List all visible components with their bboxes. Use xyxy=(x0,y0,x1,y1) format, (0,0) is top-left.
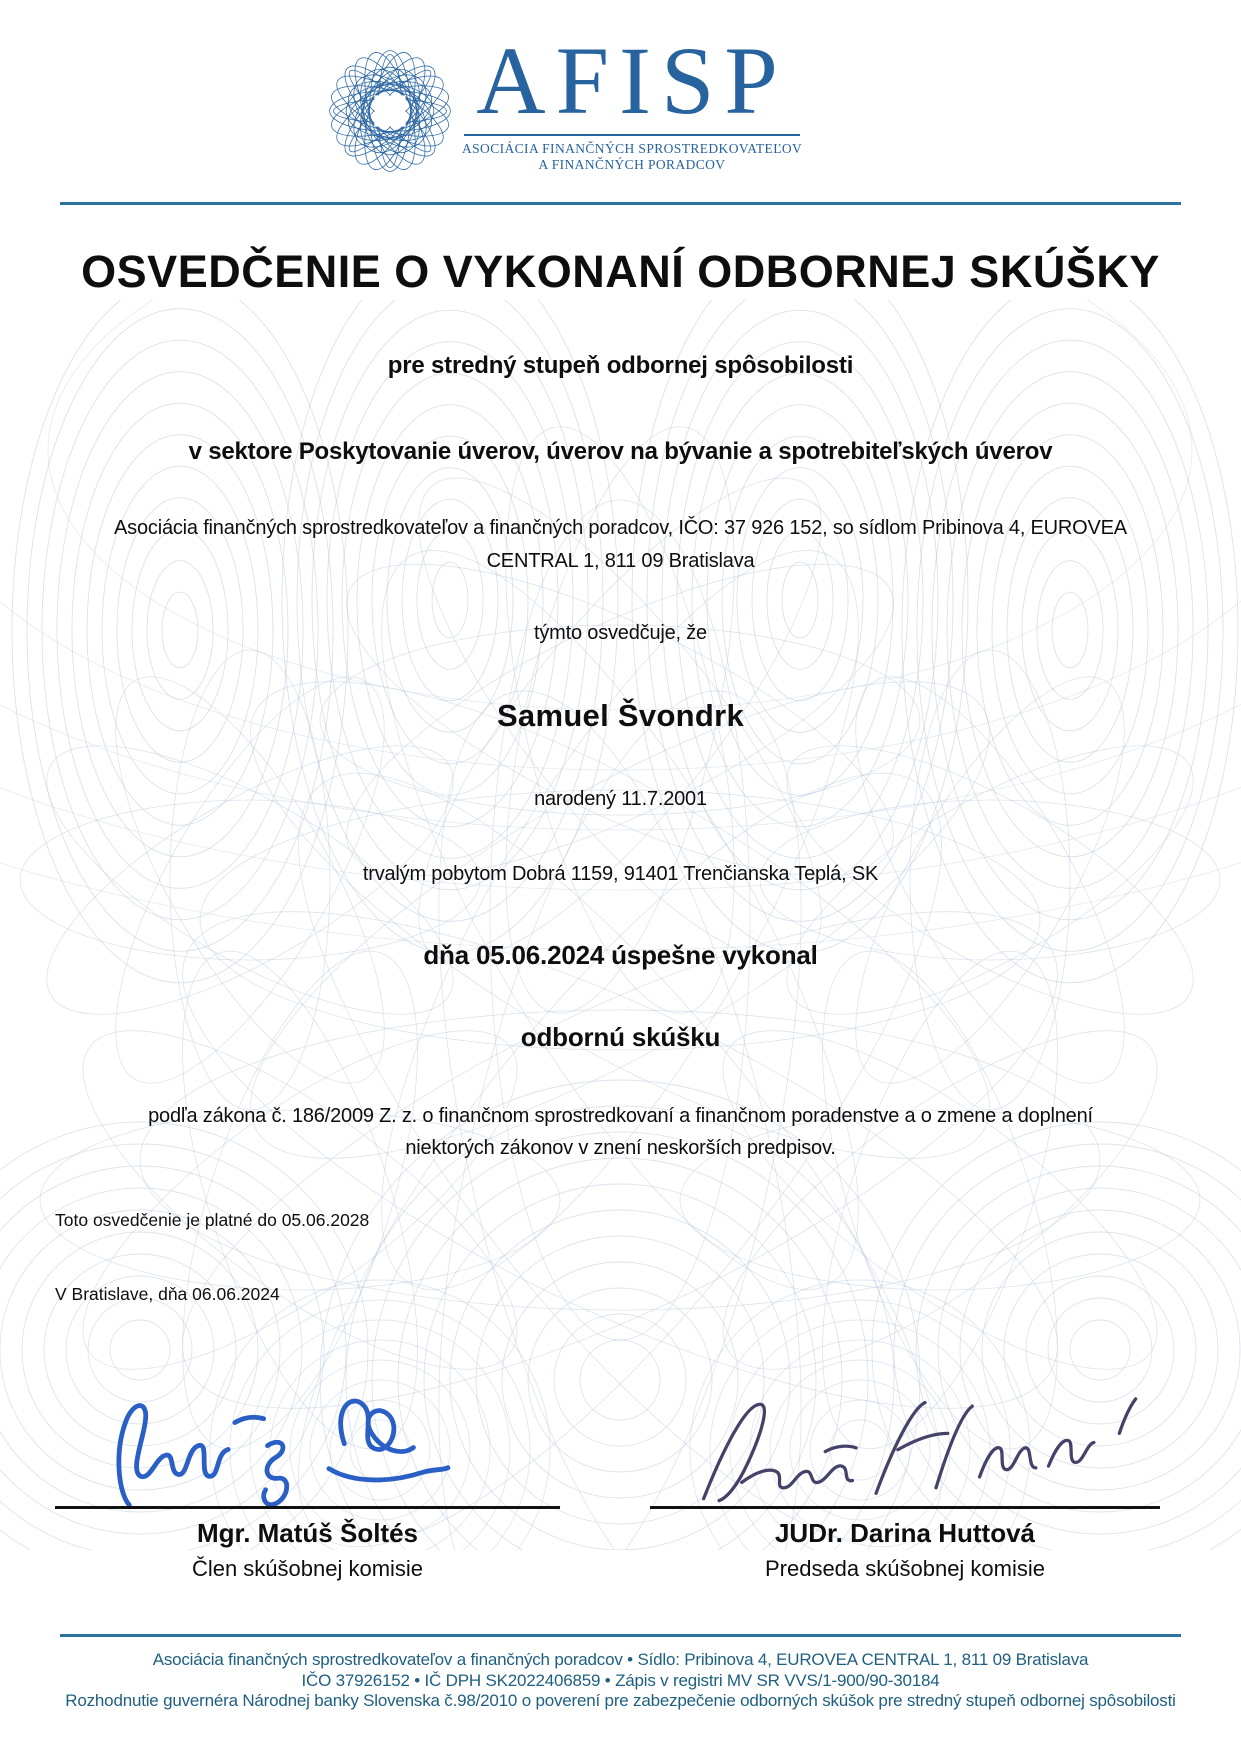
logo-acronym: AFISP xyxy=(476,27,788,134)
afisp-logo xyxy=(462,27,803,173)
law-line-2: niektorých zákonov v znení neskorších predpisov. xyxy=(405,1137,836,1159)
holder-name: Samuel Švondrk xyxy=(496,698,745,733)
signature-line-right xyxy=(650,1506,1160,1509)
logo-subtitle-line1: ASOCIÁCIA FINANČNÝCH SPROSTREDKOVATEĽOV xyxy=(462,140,803,156)
footer-divider xyxy=(60,1634,1181,1637)
exam-line: odbornú skúšku xyxy=(520,1022,721,1052)
logo-subtitle-line2: A FINANČNÝCH PORADCOV xyxy=(538,156,726,172)
guilloche-watermark xyxy=(0,300,1241,1550)
footer-line-3: Rozhodnutie guvernéra Národnej banky Slovenska č.98/2010 o poverení pre zabezpečenie odborných skúšok pre stredný stupeň odbornej spôsobilosti xyxy=(65,1691,1176,1710)
signatory-left-role: Člen skúšobnej komisie xyxy=(191,1556,424,1581)
law-line-1: podľa zákona č. 186/2009 Z. z. o finančnom sprostredkovaní a finančnom poradenstve a o zmene a doplnení xyxy=(148,1105,1093,1127)
qualification-level-line: pre stredný stupeň odbornej spôsobilosti xyxy=(387,352,854,379)
issuer-line-2: CENTRAL 1, 811 09 Bratislava xyxy=(486,550,755,572)
birth-date-line: narodený 11.7.2001 xyxy=(534,788,707,810)
footer-line-2: IČO 37926152 • IČ DPH SK2022406859 • Zápis v registri MV SR VVS/1-900/90-30184 xyxy=(301,1670,940,1690)
place-date-line: V Bratislave, dňa 06.06.2024 xyxy=(55,1284,280,1304)
signature-line-left xyxy=(55,1506,560,1509)
residence-line: trvalým pobytom Dobrá 1159, 91401 Trenčianska Teplá, SK xyxy=(362,863,879,885)
footer-line-1: Asociácia finančných sprostredkovateľov a finančných poradcov • Sídlo: Pribinova 4, EUROVEA CENTRAL 1, 811 09 Bratislava xyxy=(152,1650,1089,1669)
law-paragraph xyxy=(0,1100,1241,1164)
footer xyxy=(20,1650,1221,1712)
certifies-line: týmto osvedčuje, že xyxy=(534,622,707,644)
signatory-right-role: Predseda skúšobnej komisie xyxy=(764,1556,1046,1581)
exam-date-line: dňa 05.06.2024 úspešne vykonal xyxy=(423,940,818,970)
signature-right-image xyxy=(672,1388,1160,1506)
signatory-left-name: Mgr. Matúš Šoltés xyxy=(196,1518,419,1548)
signatory-right-name: JUDr. Darina Huttová xyxy=(774,1518,1036,1548)
certificate-title: OSVEDČENIE O VYKONANÍ ODBORNEJ SKÚŠKY xyxy=(81,246,1160,297)
issuer-line-1: Asociácia finančných sprostredkovateľov a finančných poradcov, IČO: 37 926 152, so sídlom Pribinova 4, EUROVEA xyxy=(114,517,1127,539)
logo-divider xyxy=(464,134,800,136)
sector-line: v sektore Poskytovanie úverov, úverov na bývanie a spotrebiteľských úverov xyxy=(188,438,1053,465)
validity-line: Toto osvedčenie je platné do 05.06.2028 xyxy=(55,1210,370,1230)
signature-left-image xyxy=(100,1388,460,1508)
header-divider xyxy=(60,202,1181,205)
afisp-rosette-icon xyxy=(316,50,464,172)
issuer-paragraph xyxy=(0,512,1241,578)
